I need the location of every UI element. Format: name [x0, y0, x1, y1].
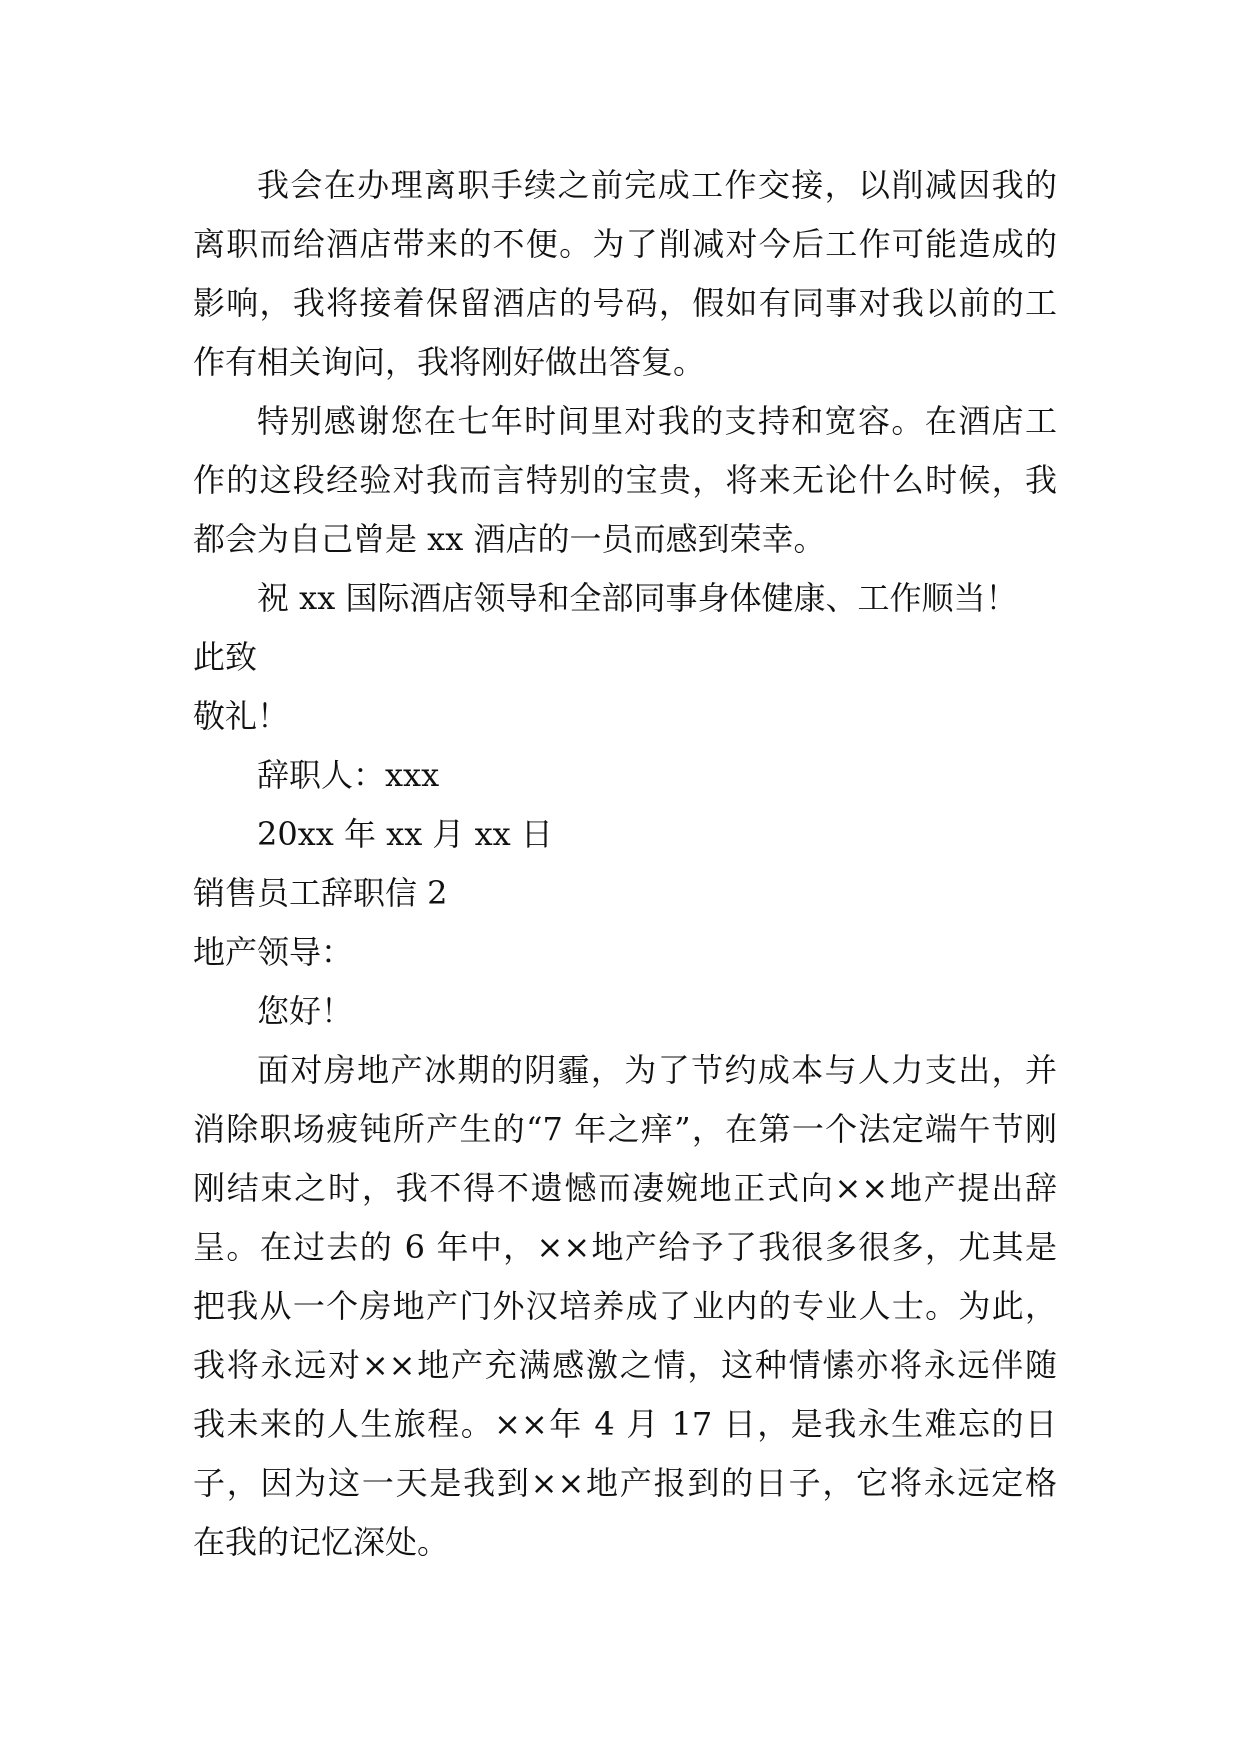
letter-1	[193, 156, 1057, 864]
paragraph-line: 我未来的人生旅程。××年 4 月 17 日，是我永生难忘的日	[193, 1405, 1057, 1443]
paragraph-line: 消除职场疲钝所产生的“7 年之痒”，在第一个法定端午节刚	[193, 1110, 1057, 1148]
paragraph-resignation	[193, 1041, 1057, 1572]
text-column	[193, 156, 1057, 1572]
paragraph-thanks	[193, 392, 1057, 569]
paragraph-line: 作的这段经验对我而言特别的宝贵，将来无论什么时候，我	[193, 461, 1057, 499]
paragraph-line: 影响，我将接着保留酒店的号码，假如有同事对我以前的工	[193, 284, 1057, 322]
closing-salute: 敬礼！	[193, 697, 290, 735]
paragraph-line: 祝 xx 国际酒店领导和全部同事身体健康、工作顺当！	[257, 579, 1018, 617]
paragraph-line: 呈。在过去的 6 年中，××地产给予了我很多很多，尤其是	[193, 1228, 1057, 1266]
signature: 辞职人：xxx	[257, 756, 440, 794]
paragraph-line: 离职而给酒店带来的不便。为了削减对今后工作可能造成的	[193, 225, 1057, 263]
paragraph-line: 子，因为这一天是我到××地产报到的日子，它将永远定格	[193, 1464, 1057, 1502]
paragraph-line: 刚结束之时，我不得不遗憾而凄婉地正式向××地产提出辞	[193, 1169, 1057, 1207]
paragraph-line: 在我的记忆深处。	[193, 1523, 450, 1561]
paragraph-line: 特别感谢您在七年时间里对我的支持和宽容。在酒店工	[257, 402, 1057, 440]
paragraph-wishes	[193, 569, 1057, 628]
paragraph-line: 我会在办理离职手续之前完成工作交接，以削减因我的	[257, 166, 1057, 204]
addressee: 地产领导：	[193, 933, 354, 971]
greeting: 您好！	[257, 992, 354, 1030]
paragraph-line: 把我从一个房地产门外汉培养成了业内的专业人士。为此，	[193, 1287, 1057, 1325]
closing-phrase: 此致	[193, 638, 258, 676]
letter-title: 销售员工辞职信 2	[193, 874, 448, 912]
paragraph-handover	[193, 156, 1057, 392]
paragraph-line: 作有相关询问，我将刚好做出答复。	[193, 343, 706, 381]
signature-date: 20xx 年 xx 月 xx 日	[257, 815, 553, 853]
letter-2	[193, 864, 1057, 1572]
paragraph-line: 都会为自己曾是 xx 酒店的一员而感到荣幸。	[193, 520, 826, 558]
paragraph-line: 面对房地产冰期的阴霾，为了节约成本与人力支出，并	[257, 1051, 1057, 1089]
paragraph-line: 我将永远对××地产充满感激之情，这种情愫亦将永远伴随	[193, 1346, 1057, 1384]
